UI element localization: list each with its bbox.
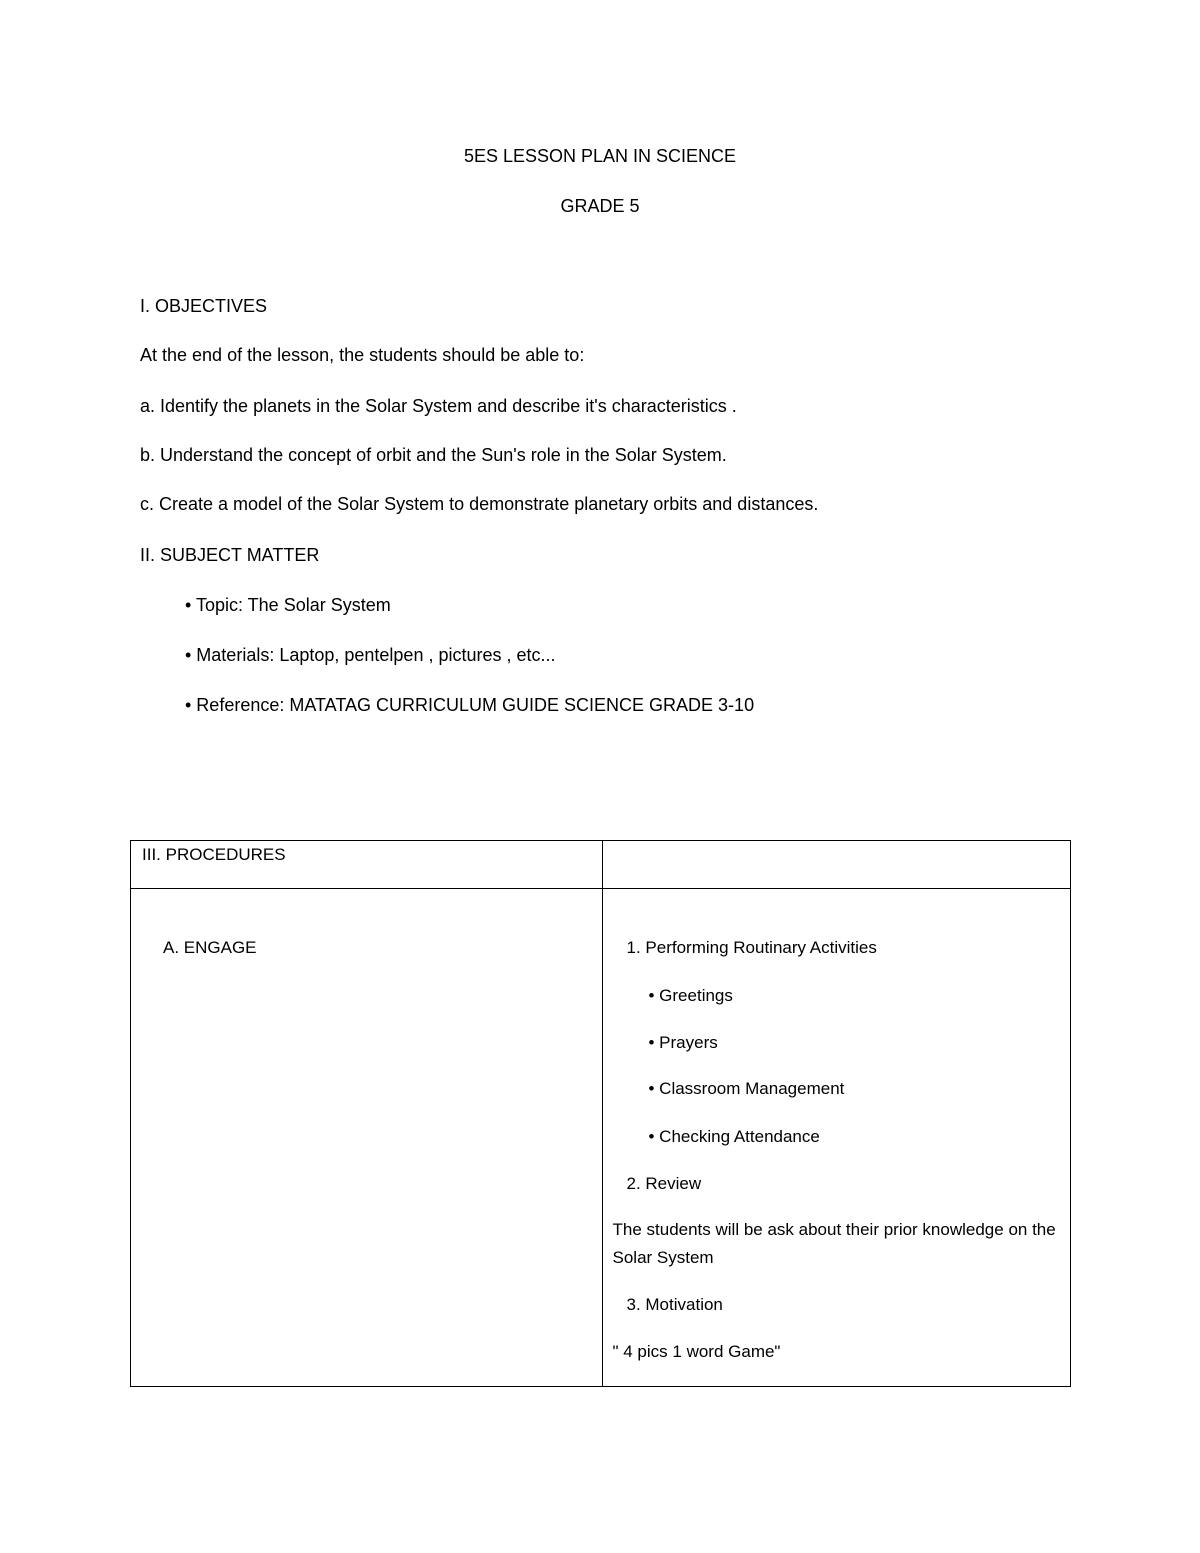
procedures-header-empty-cell (602, 841, 1071, 889)
routine-item-checking-attendance: • Checking Attendance (648, 1127, 820, 1146)
review-heading: 2. Review (626, 1174, 702, 1193)
procedures-heading: III. PROCEDURES (142, 845, 286, 864)
table-row (131, 889, 1071, 1387)
routine-item-greetings: • Greetings (648, 986, 733, 1005)
routine-item-prayers: • Prayers (648, 1033, 718, 1052)
motivation-text: " 4 pics 1 word Game" (612, 1342, 781, 1361)
review-text: The students will be ask about their prior knowledge on the Solar System (612, 1220, 1056, 1267)
objective-item-b: b. Understand the concept of orbit and the Sun's role in the Solar System. (140, 445, 727, 465)
subject-matter-reference: • Reference: MATATAG CURRICULUM GUIDE SCIENCE GRADE 3-10 (185, 695, 755, 715)
engage-content-cell (602, 889, 1071, 1387)
document-title: 5ES LESSON PLAN IN SCIENCE (463, 146, 737, 166)
subject-matter-heading: II. SUBJECT MATTER (140, 545, 320, 565)
table-row (131, 841, 1071, 889)
subject-matter-topic: • Topic: The Solar System (185, 595, 391, 615)
grade-label: GRADE 5 (560, 196, 640, 216)
objective-item-a: a. Identify the planets in the Solar System and describe it's characteristics . (140, 396, 737, 416)
procedures-header-cell (131, 841, 603, 889)
subject-matter-materials: • Materials: Laptop, pentelpen , pictures , etc... (185, 645, 556, 665)
engage-label: A. ENGAGE (163, 938, 257, 957)
engage-label-cell (131, 889, 603, 1387)
routine-item-classroom-management: • Classroom Management (648, 1079, 845, 1098)
procedures-table (130, 840, 1071, 1387)
objectives-intro: At the end of the lesson, the students should be able to: (140, 345, 585, 365)
objective-item-c: c. Create a model of the Solar System to demonstrate planetary orbits and distances. (140, 494, 819, 514)
routine-heading: 1. Performing Routinary Activities (626, 938, 877, 957)
objectives-heading: I. OBJECTIVES (140, 296, 268, 316)
motivation-heading: 3. Motivation (626, 1295, 723, 1314)
